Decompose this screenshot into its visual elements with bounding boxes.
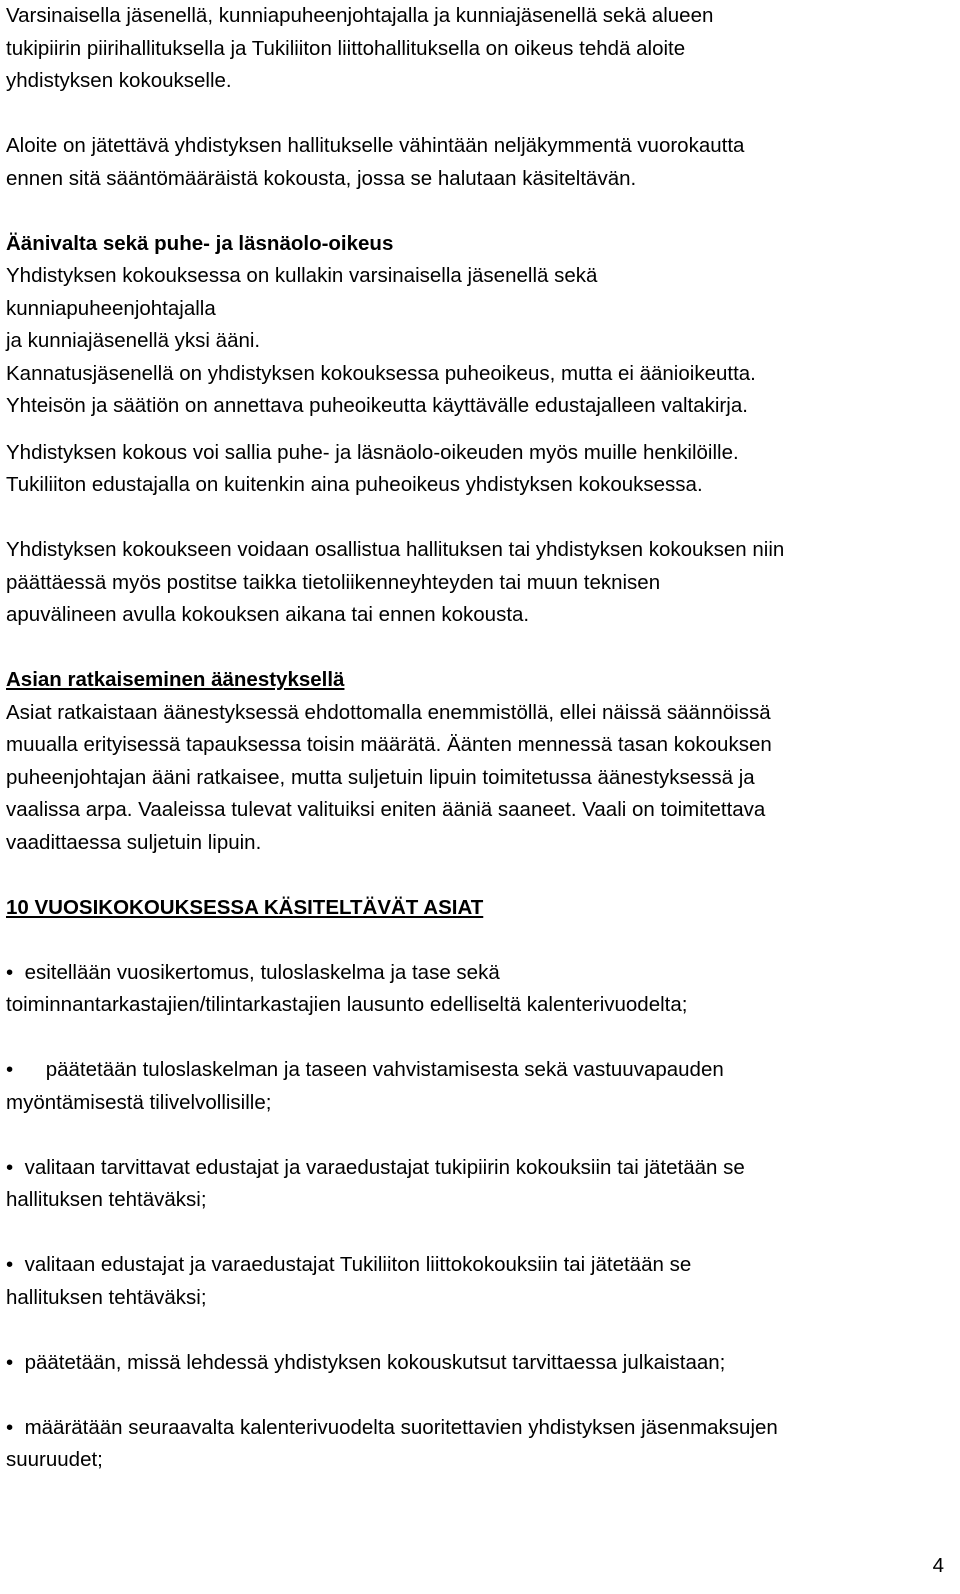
text-line: apuvälineen avulla kokouksen aikana tai ennen kokousta. [6, 603, 530, 626]
section-heading-voting-decisions: Asian ratkaiseminen äänestyksellä [6, 668, 345, 691]
bullet-list [6, 957, 956, 1477]
list-item [6, 1152, 956, 1217]
text-line: Asiat ratkaistaan äänestyksessä ehdottomalla enemmistöllä, ellei näissä säännöissä [6, 700, 771, 724]
spacer [6, 1217, 956, 1250]
list-item [6, 957, 956, 1022]
list-item [6, 1249, 956, 1314]
list-item-text: päätetään tuloslaskelman ja taseen vahvistamisesta sekä vastuuvapauden [45, 1058, 724, 1081]
bullet-icon: • [6, 1058, 14, 1081]
list-item [6, 1054, 956, 1119]
page-number: 4 [932, 1554, 944, 1577]
text-line: Varsinaisella jäsenellä, kunniapuheenjohtajalla ja kunniajäsenellä sekä alueen [6, 4, 714, 27]
list-item-continuation: myöntämisestä tilivelvollisille; [6, 1090, 272, 1114]
text-line: yhdistyksen kokoukselle. [6, 69, 232, 92]
list-item-continuation: toiminnantarkastajien/tilintarkastajien lausunto edelliseltä kalenterivuodelta; [6, 993, 688, 1016]
paragraph-voting-rights [6, 260, 956, 423]
spacer [6, 632, 956, 665]
text-line: Yhdistyksen kokouksessa on kullakin varsinaisella jäsenellä sekä [6, 264, 598, 287]
spacer [6, 423, 956, 437]
section-heading-annual-meeting: 10 VUOSIKOKOUKSESSA KÄSITELTÄVÄT ASIAT [6, 895, 484, 919]
paragraph-attendance [6, 437, 956, 502]
text-line: puheenjohtajan ääni ratkaisee, mutta suljetuin lipuin toimitetussa äänestyksessä ja [6, 765, 755, 789]
text-line: Yhdistyksen kokoukseen voidaan osallistua hallituksen tai yhdistyksen kokouksen niin [6, 538, 785, 561]
text-line: vaadittaessa suljetuin lipuin. [6, 830, 262, 854]
list-item [6, 1412, 956, 1477]
text-line: ja kunniajäsenellä yksi ääni. [6, 329, 261, 352]
list-item-continuation: hallituksen tehtäväksi; [6, 1285, 207, 1309]
spacer [6, 195, 956, 228]
spacer [6, 1379, 956, 1412]
spacer [6, 859, 956, 892]
list-item-continuation: hallituksen tehtäväksi; [6, 1188, 207, 1211]
text-line: vaalissa arpa. Vaaleissa tulevat valituiksi eniten ääniä saaneet. Vaali on toimitettava [6, 798, 766, 821]
bullet-icon: • [6, 960, 19, 984]
bullet-icon: • [6, 1253, 19, 1276]
paragraph-voting-decisions [6, 697, 956, 860]
spacer [6, 98, 956, 131]
list-item-text: esitellään vuosikertomus, tuloslaskelma ja tase sekä [24, 960, 500, 984]
paragraph-initiative-deadline [6, 130, 956, 195]
text-line: Tukiliiton edustajalla on kuitenkin aina puheoikeus yhdistyksen kokouksessa. [6, 473, 703, 496]
list-item-text: valitaan edustajat ja varaedustajat Tukiliiton liittokokouksiin tai jätetään se [24, 1253, 692, 1276]
spacer [6, 924, 956, 957]
list-item-text: päätetään, missä lehdessä yhdistyksen kokouskutsut tarvittaessa julkaistaan; [24, 1350, 726, 1374]
bullet-icon: • [6, 1350, 19, 1374]
list-item-text: valitaan tarvittavat edustajat ja varaedustajat tukipiirin kokouksiin tai jätetään se [24, 1155, 745, 1179]
document-page [6, 0, 956, 1477]
list-item-text: määrätään seuraavalta kalenterivuodelta suoritettavien yhdistyksen jäsenmaksujen [24, 1415, 778, 1439]
bullet-icon: • [6, 1155, 19, 1179]
text-line: Kannatusjäsenellä on yhdistyksen kokouksessa puheoikeus, mutta ei äänioikeutta. [6, 361, 756, 385]
spacer [6, 502, 956, 535]
paragraph-remote-participation [6, 534, 956, 632]
spacer [6, 1119, 956, 1152]
section-heading-voting-rights: Äänivalta sekä puhe- ja läsnäolo-oikeus [6, 231, 394, 255]
text-line: muualla erityisessä tapauksessa toisin määrätä. Äänten mennessä tasan kokouksen [6, 733, 772, 756]
spacer [6, 1314, 956, 1347]
text-line: Aloite on jätettävä yhdistyksen hallitukselle vähintään neljäkymmentä vuorokautta [6, 134, 745, 157]
text-line: Yhteisön ja säätiön on annettava puheoikeutta käyttävälle edustajalleen valtakirja. [6, 394, 748, 417]
text-line: Yhdistyksen kokous voi sallia puhe- ja läsnäolo-oikeuden myös muille henkilöille. [6, 440, 739, 464]
text-line: tukipiirin piirihallituksella ja Tukiliiton liittohallituksella on oikeus tehdä aloite [6, 36, 686, 60]
text-line: ennen sitä sääntömääräistä kokousta, jossa se halutaan käsiteltävän. [6, 166, 637, 190]
list-item [6, 1347, 956, 1380]
text-line: kunniapuheenjohtajalla [6, 296, 216, 320]
list-item-continuation: suuruudet; [6, 1448, 103, 1471]
paragraph-initiative-right [6, 0, 956, 98]
spacer [6, 1022, 956, 1055]
text-line: päättäessä myös postitse taikka tietoliikenneyhteyden tai muun teknisen [6, 570, 661, 594]
bullet-icon: • [6, 1415, 19, 1439]
